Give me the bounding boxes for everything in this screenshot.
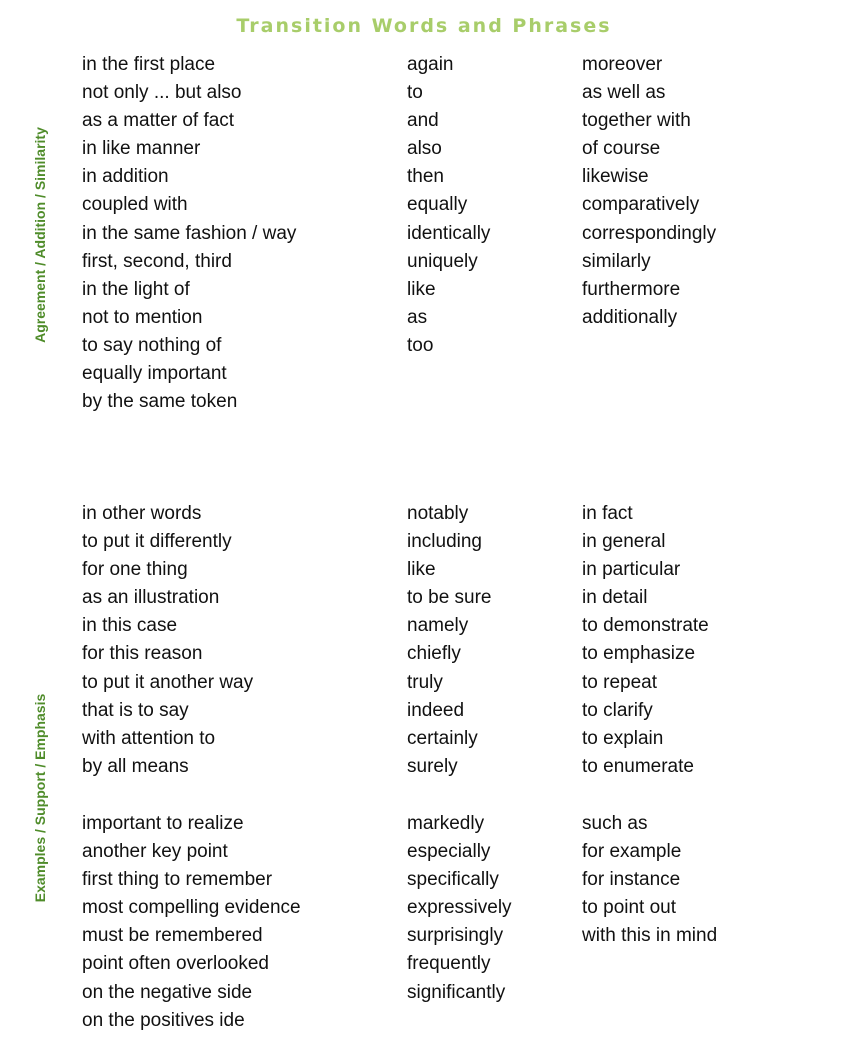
transition-phrase: chiefly bbox=[407, 643, 461, 665]
transition-phrase: for one thing bbox=[82, 559, 188, 581]
transition-phrase: in like manner bbox=[82, 138, 201, 160]
transition-phrase: by all means bbox=[82, 755, 189, 777]
transition-phrase: for instance bbox=[582, 869, 681, 891]
transition-phrase: indeed bbox=[407, 699, 465, 721]
transition-phrase: of course bbox=[582, 138, 661, 160]
transition-phrase: in other words bbox=[82, 503, 202, 524]
transition-phrase: by the same token bbox=[82, 391, 238, 413]
transition-phrase: to emphasize bbox=[582, 643, 696, 665]
transition-phrase: first, second, third bbox=[82, 250, 232, 272]
transition-phrase: to be sure bbox=[407, 587, 492, 609]
transition-phrase: comparatively bbox=[582, 194, 700, 216]
transition-phrase: first thing to remember bbox=[82, 869, 273, 891]
transition-phrase: equally bbox=[407, 194, 468, 216]
transition-phrase: truly bbox=[407, 671, 443, 693]
transition-phrase: important to realize bbox=[82, 813, 244, 834]
transition-phrase: furthermore bbox=[582, 278, 681, 300]
transition-phrase: on the negative side bbox=[82, 981, 253, 1003]
word-column bbox=[82, 51, 296, 416]
transition-phrase: frequently bbox=[407, 953, 491, 975]
transition-phrase: including bbox=[407, 531, 482, 553]
transition-phrase: to put it differently bbox=[82, 531, 232, 553]
transition-phrase: notably bbox=[407, 503, 469, 524]
transition-phrase: identically bbox=[407, 222, 491, 244]
transition-phrase: not to mention bbox=[82, 306, 203, 328]
transition-phrase: in the same fashion / way bbox=[82, 222, 297, 244]
transition-phrase: to repeat bbox=[582, 671, 657, 693]
transition-phrase: to point out bbox=[582, 897, 677, 919]
transition-phrase: coupled with bbox=[82, 194, 188, 216]
transition-phrase: in general bbox=[582, 531, 666, 553]
transition-phrase: in this case bbox=[82, 615, 178, 637]
transition-phrase: equally important bbox=[82, 363, 227, 385]
transition-phrase: moreover bbox=[582, 54, 663, 75]
transition-phrase: similarly bbox=[582, 250, 651, 272]
transition-phrase: most compelling evidence bbox=[82, 897, 301, 919]
transition-phrase: on the positives ide bbox=[82, 1009, 245, 1031]
transition-phrase: markedly bbox=[407, 813, 485, 834]
transition-phrase: namely bbox=[407, 615, 469, 637]
transition-phrase: uniquely bbox=[407, 250, 478, 272]
transition-phrase: in detail bbox=[582, 587, 648, 609]
transition-phrase: as a matter of fact bbox=[82, 110, 235, 132]
transition-phrase: correspondingly bbox=[582, 222, 717, 244]
transition-phrase: together with bbox=[582, 110, 691, 132]
word-column bbox=[407, 51, 490, 360]
transition-phrase: like bbox=[407, 559, 436, 581]
transition-phrase: not only ... but also bbox=[82, 82, 242, 104]
transition-phrase: in addition bbox=[82, 166, 169, 188]
transition-phrase: in the first place bbox=[82, 54, 216, 75]
transition-phrase: too bbox=[407, 334, 434, 356]
word-column bbox=[82, 500, 253, 781]
section-label-agreement: Agreement / Addition / Similarity bbox=[32, 127, 48, 343]
transition-phrase: in particular bbox=[582, 559, 681, 581]
transition-phrase: additionally bbox=[582, 306, 678, 328]
word-column bbox=[582, 810, 717, 950]
transition-phrase: to put it another way bbox=[82, 671, 254, 693]
word-column bbox=[82, 810, 301, 1035]
transition-phrase: that is to say bbox=[82, 699, 189, 721]
word-column bbox=[407, 500, 492, 781]
transition-phrase: for example bbox=[582, 841, 682, 863]
word-column bbox=[407, 810, 512, 1007]
transition-phrase: then bbox=[407, 166, 444, 188]
transition-phrase: specifically bbox=[407, 869, 499, 891]
transition-phrase: to explain bbox=[582, 727, 664, 749]
transition-phrase: also bbox=[407, 138, 442, 160]
transition-phrase: surely bbox=[407, 755, 458, 777]
transition-phrase: and bbox=[407, 110, 439, 132]
transition-phrase: to bbox=[407, 82, 423, 104]
transition-phrase: certainly bbox=[407, 727, 478, 749]
transition-phrase: another key point bbox=[82, 841, 228, 863]
page-title: Transition Words and Phrases bbox=[236, 15, 612, 37]
transition-phrase: like bbox=[407, 278, 436, 300]
transition-phrase: for this reason bbox=[82, 643, 203, 665]
word-column bbox=[582, 51, 716, 332]
transition-phrase: as an illustration bbox=[82, 587, 220, 609]
transition-phrase: to say nothing of bbox=[82, 334, 222, 356]
transition-phrase: surprisingly bbox=[407, 925, 504, 947]
transition-phrase: again bbox=[407, 54, 454, 75]
transition-phrase: with attention to bbox=[82, 727, 216, 749]
section-label-examples: Examples / Support / Emphasis bbox=[32, 693, 48, 903]
transition-phrase: as bbox=[407, 306, 428, 328]
transition-phrase: especially bbox=[407, 841, 491, 863]
transition-phrase: such as bbox=[582, 813, 648, 834]
transition-phrase: in fact bbox=[582, 503, 633, 524]
transition-phrase: must be remembered bbox=[82, 925, 263, 947]
transition-phrase: likewise bbox=[582, 166, 649, 188]
transition-phrase: with this in mind bbox=[582, 925, 718, 947]
transition-phrase: in the light of bbox=[82, 278, 190, 300]
word-column bbox=[582, 500, 709, 781]
transition-phrase: to demonstrate bbox=[582, 615, 709, 637]
transition-phrase: expressively bbox=[407, 897, 512, 919]
transition-phrase: as well as bbox=[582, 82, 666, 104]
transition-phrase: point often overlooked bbox=[82, 953, 269, 975]
transition-phrase: to clarify bbox=[582, 699, 653, 721]
transition-phrase: to enumerate bbox=[582, 755, 694, 777]
transition-phrase: significantly bbox=[407, 981, 506, 1003]
